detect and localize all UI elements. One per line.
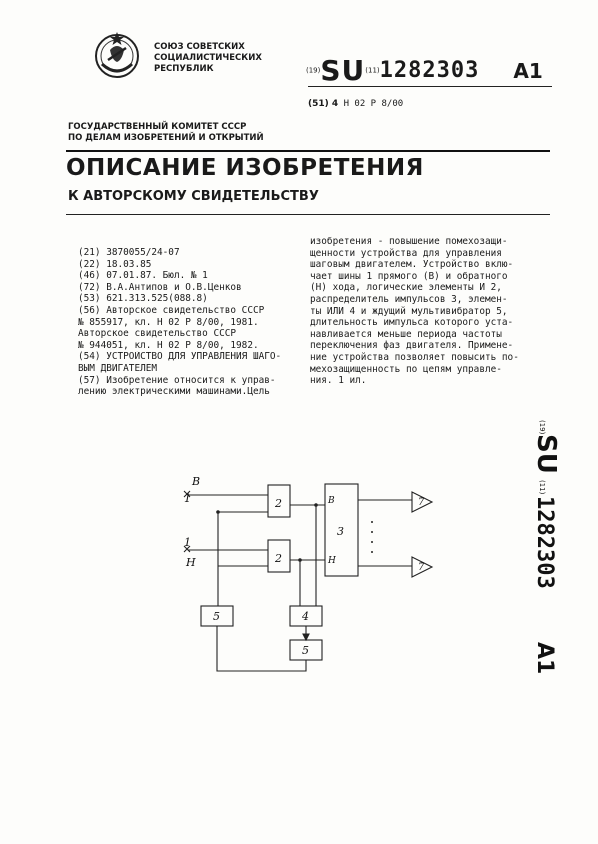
abstract-line: мехозащищенность по цепям управле- <box>310 363 502 375</box>
ussr-line: СОЦИАЛИСТИЧЕСКИХ <box>154 53 262 63</box>
continuation-dot <box>371 531 373 533</box>
label-dist-in-b: В <box>328 496 335 506</box>
ipc-code: (51) 4 <box>308 99 339 109</box>
abstract-line: чает шины 1 прямого (В) и обратного <box>310 270 508 282</box>
biblio-line: № 855917, кл. H 02 P 8/00, 1981. <box>78 316 259 328</box>
side-kind: A1 <box>532 642 557 675</box>
junction-dot <box>216 510 220 514</box>
label-bus-1b: 1 <box>184 536 191 549</box>
arrow-or-mv <box>303 634 309 640</box>
abstract-line: длительность импульса которого уста- <box>310 317 514 329</box>
biblio-line: лению электрическими машинами.Цель <box>78 386 270 398</box>
biblio-line: Авторское свидетельство СССР <box>78 328 237 340</box>
abstract-line: ния. 1 ил. <box>310 375 367 387</box>
label-bus-1a: 1 <box>184 492 191 505</box>
junction-dot <box>298 558 302 562</box>
biblio-line: (54) УСТРОЙСТВО ДЛЯ УПРАВЛЕНИЯ ШАГО- <box>78 351 282 363</box>
label-mv-bottom: 5 <box>302 644 309 657</box>
document-title: ОПИСАНИЕ ИЗОБРЕТЕНИЯ <box>66 155 424 181</box>
biblio-line: (22) 18.03.85 <box>78 258 152 270</box>
abstract-line: шаговым двигателем. Устройство вклю- <box>310 259 514 271</box>
abstract-line: щенности устройства для управления <box>310 247 502 259</box>
continuation-dot <box>371 541 373 543</box>
biblio-line: (56) Авторское свидетельство СССР <box>78 304 265 316</box>
label-mv-left: 5 <box>213 610 220 623</box>
state-line: ПО ДЕЛАМ ИЗОБРЕТЕНИЙ И ОТКРЫТИЙ <box>68 133 264 143</box>
label-motor-1: 7 <box>418 497 425 508</box>
code-19: (19) <box>306 66 321 75</box>
junction-dot <box>314 503 318 507</box>
biblio-line: (21) 3870055/24-07 <box>78 247 180 258</box>
ussr-line: РЕСПУБЛИК <box>154 64 214 74</box>
continuation-dot <box>371 521 373 523</box>
biblio-line: (72) В.А.Антипов и О.В.Ценков <box>78 281 242 293</box>
side-code-19: (19) <box>538 420 546 435</box>
label-and-2: 2 <box>275 552 282 565</box>
label-dist-in-h: Н <box>328 556 336 566</box>
biblio-line: ВЫМ ДВИГАТЕЛЕМ <box>78 362 158 374</box>
abstract-line: (Н) хода, логические элементы И 2, <box>310 282 502 294</box>
side-number: 1282303 <box>532 496 557 589</box>
ipc-class: H 02 P 8/00 <box>343 99 404 109</box>
biblio-line: (53) 621.313.525(088.8) <box>78 293 208 305</box>
abstract-line: переключения фаз двигателя. Примене- <box>310 340 514 352</box>
label-input-b: В <box>192 475 201 488</box>
abstract-line: ты ИЛИ 4 и ждущий мультивибратор 5, <box>310 305 508 317</box>
side-code-11: (11) <box>538 480 546 495</box>
label-and-1: 2 <box>275 497 282 510</box>
biblio-line: (46) 07.01.87. Бюл. № 1 <box>78 270 208 282</box>
biblio-line: (57) Изобретение относится к управ- <box>78 374 276 386</box>
code-11: (11) <box>365 66 380 75</box>
state-line: ГОСУДАРСТВЕННЫЙ КОМИТЕТ СССР <box>68 122 247 132</box>
continuation-dot <box>371 551 373 553</box>
document-subtitle: К АВТОРСКОМУ СВИДЕТЕЛЬСТВУ <box>68 189 319 204</box>
abstract-line: навливается меньше периода частоты <box>310 328 502 340</box>
wire-feedback <box>217 626 306 671</box>
side-country: SU <box>531 434 561 474</box>
abstract-line: изобретения - повышение помехозащи- <box>310 236 508 247</box>
label-or: 4 <box>302 610 309 623</box>
country-code: SU <box>320 54 366 87</box>
abstract-line: распределитель импульсов 3, элемен- <box>310 293 508 305</box>
label-input-h: Н <box>186 556 196 569</box>
abstract-line: ние устройства позволяет повысить по- <box>310 351 519 363</box>
patent-number: 1282303 <box>379 58 480 83</box>
label-motor-2: 7 <box>418 562 425 573</box>
kind-code: A1 <box>513 58 543 83</box>
biblio-line: № 944051, кл. H 02 P 8/00, 1982. <box>78 339 259 351</box>
label-distributor: 3 <box>337 525 344 538</box>
ussr-line: СОЮЗ СОВЕТСКИХ <box>154 42 245 52</box>
